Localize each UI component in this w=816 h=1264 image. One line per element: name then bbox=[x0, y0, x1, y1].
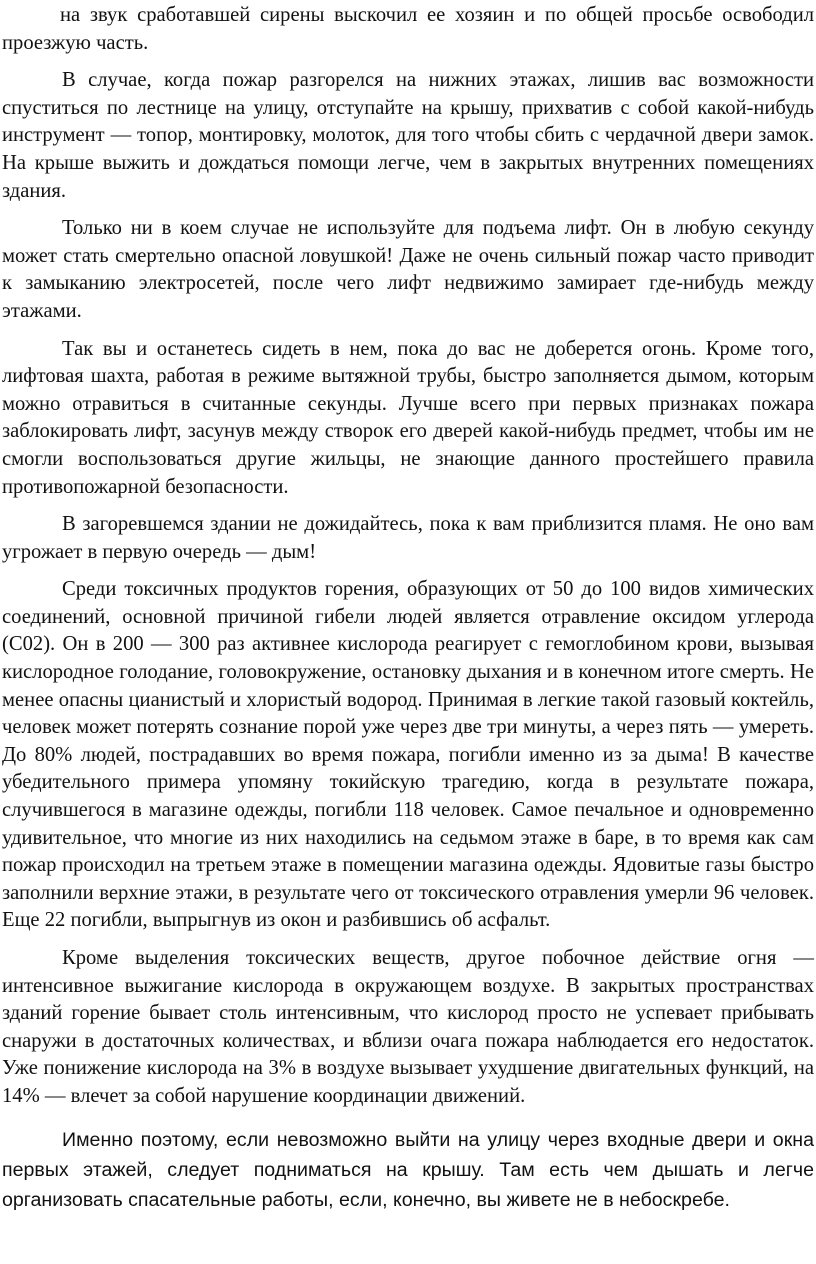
paragraph-roof-escape: В случае, когда пожар разгорелся на нижних этажах, лишив вас возможности спуститься по лестнице на улицу, отступайте на крышу, прихватив с собой какой-нибудь инструмент — топор, монтировку, молоток, для того чтобы сбить с чердачной двери замок. На крыше выжить и дождаться помощи легче, чем в закрытых внутренних помещениях здания. bbox=[2, 69, 814, 202]
paragraph-continuation: на звук сработавшей сирены выскочил ее хозяин и по общей просьбе освободил проезжую часть. bbox=[2, 4, 814, 54]
paragraph-toxic-products: Среди токсичных продуктов горения, образующих от 50 до 100 видов химических соединений, основной причиной гибели людей является отравление оксидом углерода (С02). Он в 200 — 300 раз активнее кислорода реагирует с гемоглобином крови, вызывая кислородное голодание, головокружение, остановку дыхания и в конечном итоге смерть. Не менее опасны цианистый и хлористый водород. Принимая в легкие такой газовый коктейль, человек может потерять сознание порой уже через две три минуты, а через пять — умереть. До 80% людей, пострадавших во время пожара, погибли именно из за дыма! В качестве убедительного примера упомяну токийскую трагедию, когда в результате пожара, случившегося в магазине одежды, погибли 118 человек. Самое печальное и одновременно удивительное, что многие из них находились на седьмом этаже в баре, в то время как сам пожар происходил на третьем этаже в помещении магазина одежды. Ядовитые газы быстро заполнили верхние этажи, в результате чего от токсического отравления умерли 96 человек. Еще 22 погибли, выпрыгнув из окон и разбившись об асфальт. bbox=[2, 578, 814, 932]
paragraph-elevator-shaft: Так вы и останетесь сидеть в нем, пока до вас не доберется огонь. Кроме того, лифтовая шахта, работая в режиме вытяжной трубы, быстро заполняется дымом, которым можно отравиться в считанные секунды. Лучше всего при первых признаках пожара заблокировать лифт, засунув между створок его дверей какой-нибудь предмет, чтобы им не смогли воспользоваться другие жильцы, не знающие данного простейшего правила противопожарной безопасности. bbox=[2, 337, 814, 498]
paragraph-elevator-warning: Только ни в коем случае не используйте для подъема лифт. Он в любую секунду может стать смертельно опасной ловушкой! Даже не очень сильный пожар часто приводит к замыканию электросетей, после чего лифт недвижимо замирает где-нибудь между этажами. bbox=[2, 217, 814, 322]
paragraph-smoke-danger: В загоревшемся здании не дожидайтесь, пока к вам приблизится пламя. Не оно вам угрожает в первую очередь — дым! bbox=[2, 513, 814, 563]
paragraph-oxygen-burning: Кроме выделения токсических веществ, другое побочное действие огня — интенсивное выжигание кислорода в окружающем воздухе. В закрытых пространствах зданий горение бывает столь интенсивным, что кислород просто не успевает прибывать снаружи в достаточных количествах, и вблизи очага пожара наблюдается его недостаток. Уже понижение кислорода на 3% в воздухе вызывает ухудшение двигательных функций, на 14% — влечет за собой нарушение координации движений. bbox=[2, 947, 814, 1107]
paragraph-conclusion: Именно поэтому, если невозможно выйти на улицу через входные двери и окна первых этажей, следует подниматься на крышу. Там есть чем дышать и легче организовать спасательные работы, если, конечно, вы живете не в небоскребе. bbox=[2, 1128, 814, 1211]
